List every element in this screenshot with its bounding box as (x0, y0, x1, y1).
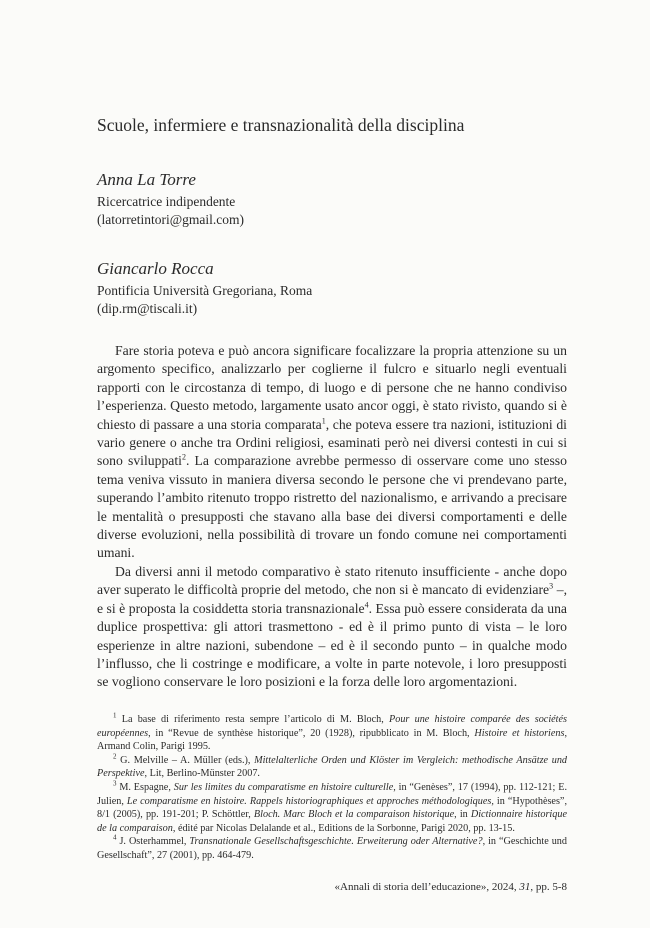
text-run: , in “Revue de synthèse historique”, 20 (1928), ripubblicato in M. Bloch, (148, 727, 475, 739)
text-run: Bloch. Marc Bloch et la comparaison historique (253, 809, 455, 821)
body-paragraph (97, 342, 567, 563)
text-run: , in (454, 809, 471, 821)
text-run: , édité par Nicolas Delalande et al., Editions de la Sorbonne, Parigi 2020, pp. 13-15. (172, 822, 515, 834)
footnote-ref: 4 (364, 600, 369, 610)
text-run: –, e si è proposta la cosiddetta storia transnazionale (97, 582, 567, 616)
footnote (97, 835, 567, 862)
journal-citation (335, 880, 567, 894)
author-name: Giancarlo Rocca (97, 259, 214, 278)
footnote-number: 4 (113, 833, 117, 842)
footnote-ref: 2 (181, 452, 186, 462)
footnote-number: 1 (113, 711, 117, 720)
text-run: Dictionnaire historique de la comparaison (97, 809, 567, 834)
text-run: . La comparazione avrebbe permesso di osservare come uno stesso tema veniva vissuto in maniera diversa secondo le persone che vi prendevano parte, superando l’ambito ritenuto troppo ristretto del nazionalismo, e arrivando a precisare le mentalità o presupposti che stavano alla base dei diversi comportamenti e delle diverse evoluzioni, nella possibilità di trovare un fondo comune nei comportamenti umani. (97, 453, 567, 561)
author-affiliation: Ricercatrice indipendente (97, 194, 236, 209)
text-run: Histoire et historiens (474, 727, 565, 739)
author-name: Anna La Torre (97, 170, 196, 189)
text-run: . Essa può essere considerata da una duplice prospettiva: gli attori trasmettono - ed è il primo punto di vista – le loro esperienze in altre nazioni, subendone – ed è il secondo punto – in qualche modo l’influsso, che li costringe e modificare, a volte in parte notevole, i loro presupposti se vogliono conservare le loro posizioni e la forza delle loro argomentazioni. (97, 600, 567, 690)
author-email: (latorretintori@gmail.com) (97, 212, 245, 227)
text-run: Le comparatisme en histoire. Rappels historiographiques et approches méthodologiques, (126, 795, 494, 807)
text-run: G. Melville – A. Müller (eds.), (116, 754, 255, 766)
text-run: Sur les limites du comparatisme en histoire culturelle (173, 781, 394, 793)
text-run: Mittelalterliche Orden und Klöster im Vergleich: methodische Ansätze und Perspektive (97, 754, 568, 780)
text-run: M. Espagne, (116, 781, 174, 793)
footnote (97, 781, 567, 835)
text-run: Pour une histoire comparée des sociétés européennes (97, 714, 567, 739)
text-run: La base di riferimento resta sempre l’articolo di M. Bloch, (116, 714, 390, 725)
author-block (97, 169, 567, 229)
text-run: Da diversi anni il metodo comparativo è stato ritenuto insufficiente - anche dopo aver superato le difficoltà proprie del metodo, che non si è mancato di evidenziare (97, 563, 567, 598)
footnote (97, 754, 567, 781)
footnote-number: 3 (113, 779, 117, 788)
article-title: Scuole, infermiere e transnazionalità della disciplina (97, 115, 465, 135)
text-run: , che poteva essere tra nazioni, istituzioni di vario genere o anche tra Ordini religiosi, esaminati però nei diversi contesti in cui si sono sviluppati (97, 416, 567, 469)
text-run: in “Hypothèses”, 8/1 (2005), pp. 191-201; P. Schöttler, (97, 795, 567, 821)
footnote-number: 2 (113, 752, 117, 761)
body-paragraph (97, 563, 567, 692)
author-block (97, 258, 567, 318)
text-run: , in “Genèses”, 17 (1994), pp. 112-121; E. Julien, (97, 781, 567, 807)
text-run: , in “Geschichte und Gesellschaft”, 27 (2001), pp. 464-479. (97, 836, 567, 861)
footnote-ref: 3 (549, 581, 554, 591)
footnote (97, 713, 567, 754)
text-run: , Lit, Berlino-Münster 2007. (144, 768, 260, 780)
author-affiliation: Pontificia Università Gregoriana, Roma (97, 283, 313, 298)
text-run: Transnationale Gesellschaftsgeschichte. Erweiterung oder Alternative? (189, 836, 483, 848)
text-run: Fare storia poteva e può ancora significare focalizzare la propria attenzione su un argomento specifico, analizzarlo per coglierne il fulcro e situarlo negli eventuali rapporti con le circostanza di tempo, di luogo e di persone che ne hanno condiviso l’esperienza. Questo metodo, largamente usato ancor oggi, è stato rivisto, quando si è chiesto di passare a una storia comparata (97, 343, 567, 432)
footnote-ref: 1 (321, 416, 326, 426)
body-text (97, 342, 567, 692)
text-run: , pp. 5-8 (530, 881, 567, 893)
text-run: , Armand Colin, Parigi 1995. (97, 727, 567, 753)
footnotes (97, 713, 567, 863)
author-email: (dip.rm@tiscali.it) (97, 301, 198, 316)
volume-number: 31 (519, 881, 531, 893)
text-run: «Annali di storia dell’educazione», 2024, (334, 881, 520, 893)
text-run: J. Osterhammel, (116, 836, 190, 848)
